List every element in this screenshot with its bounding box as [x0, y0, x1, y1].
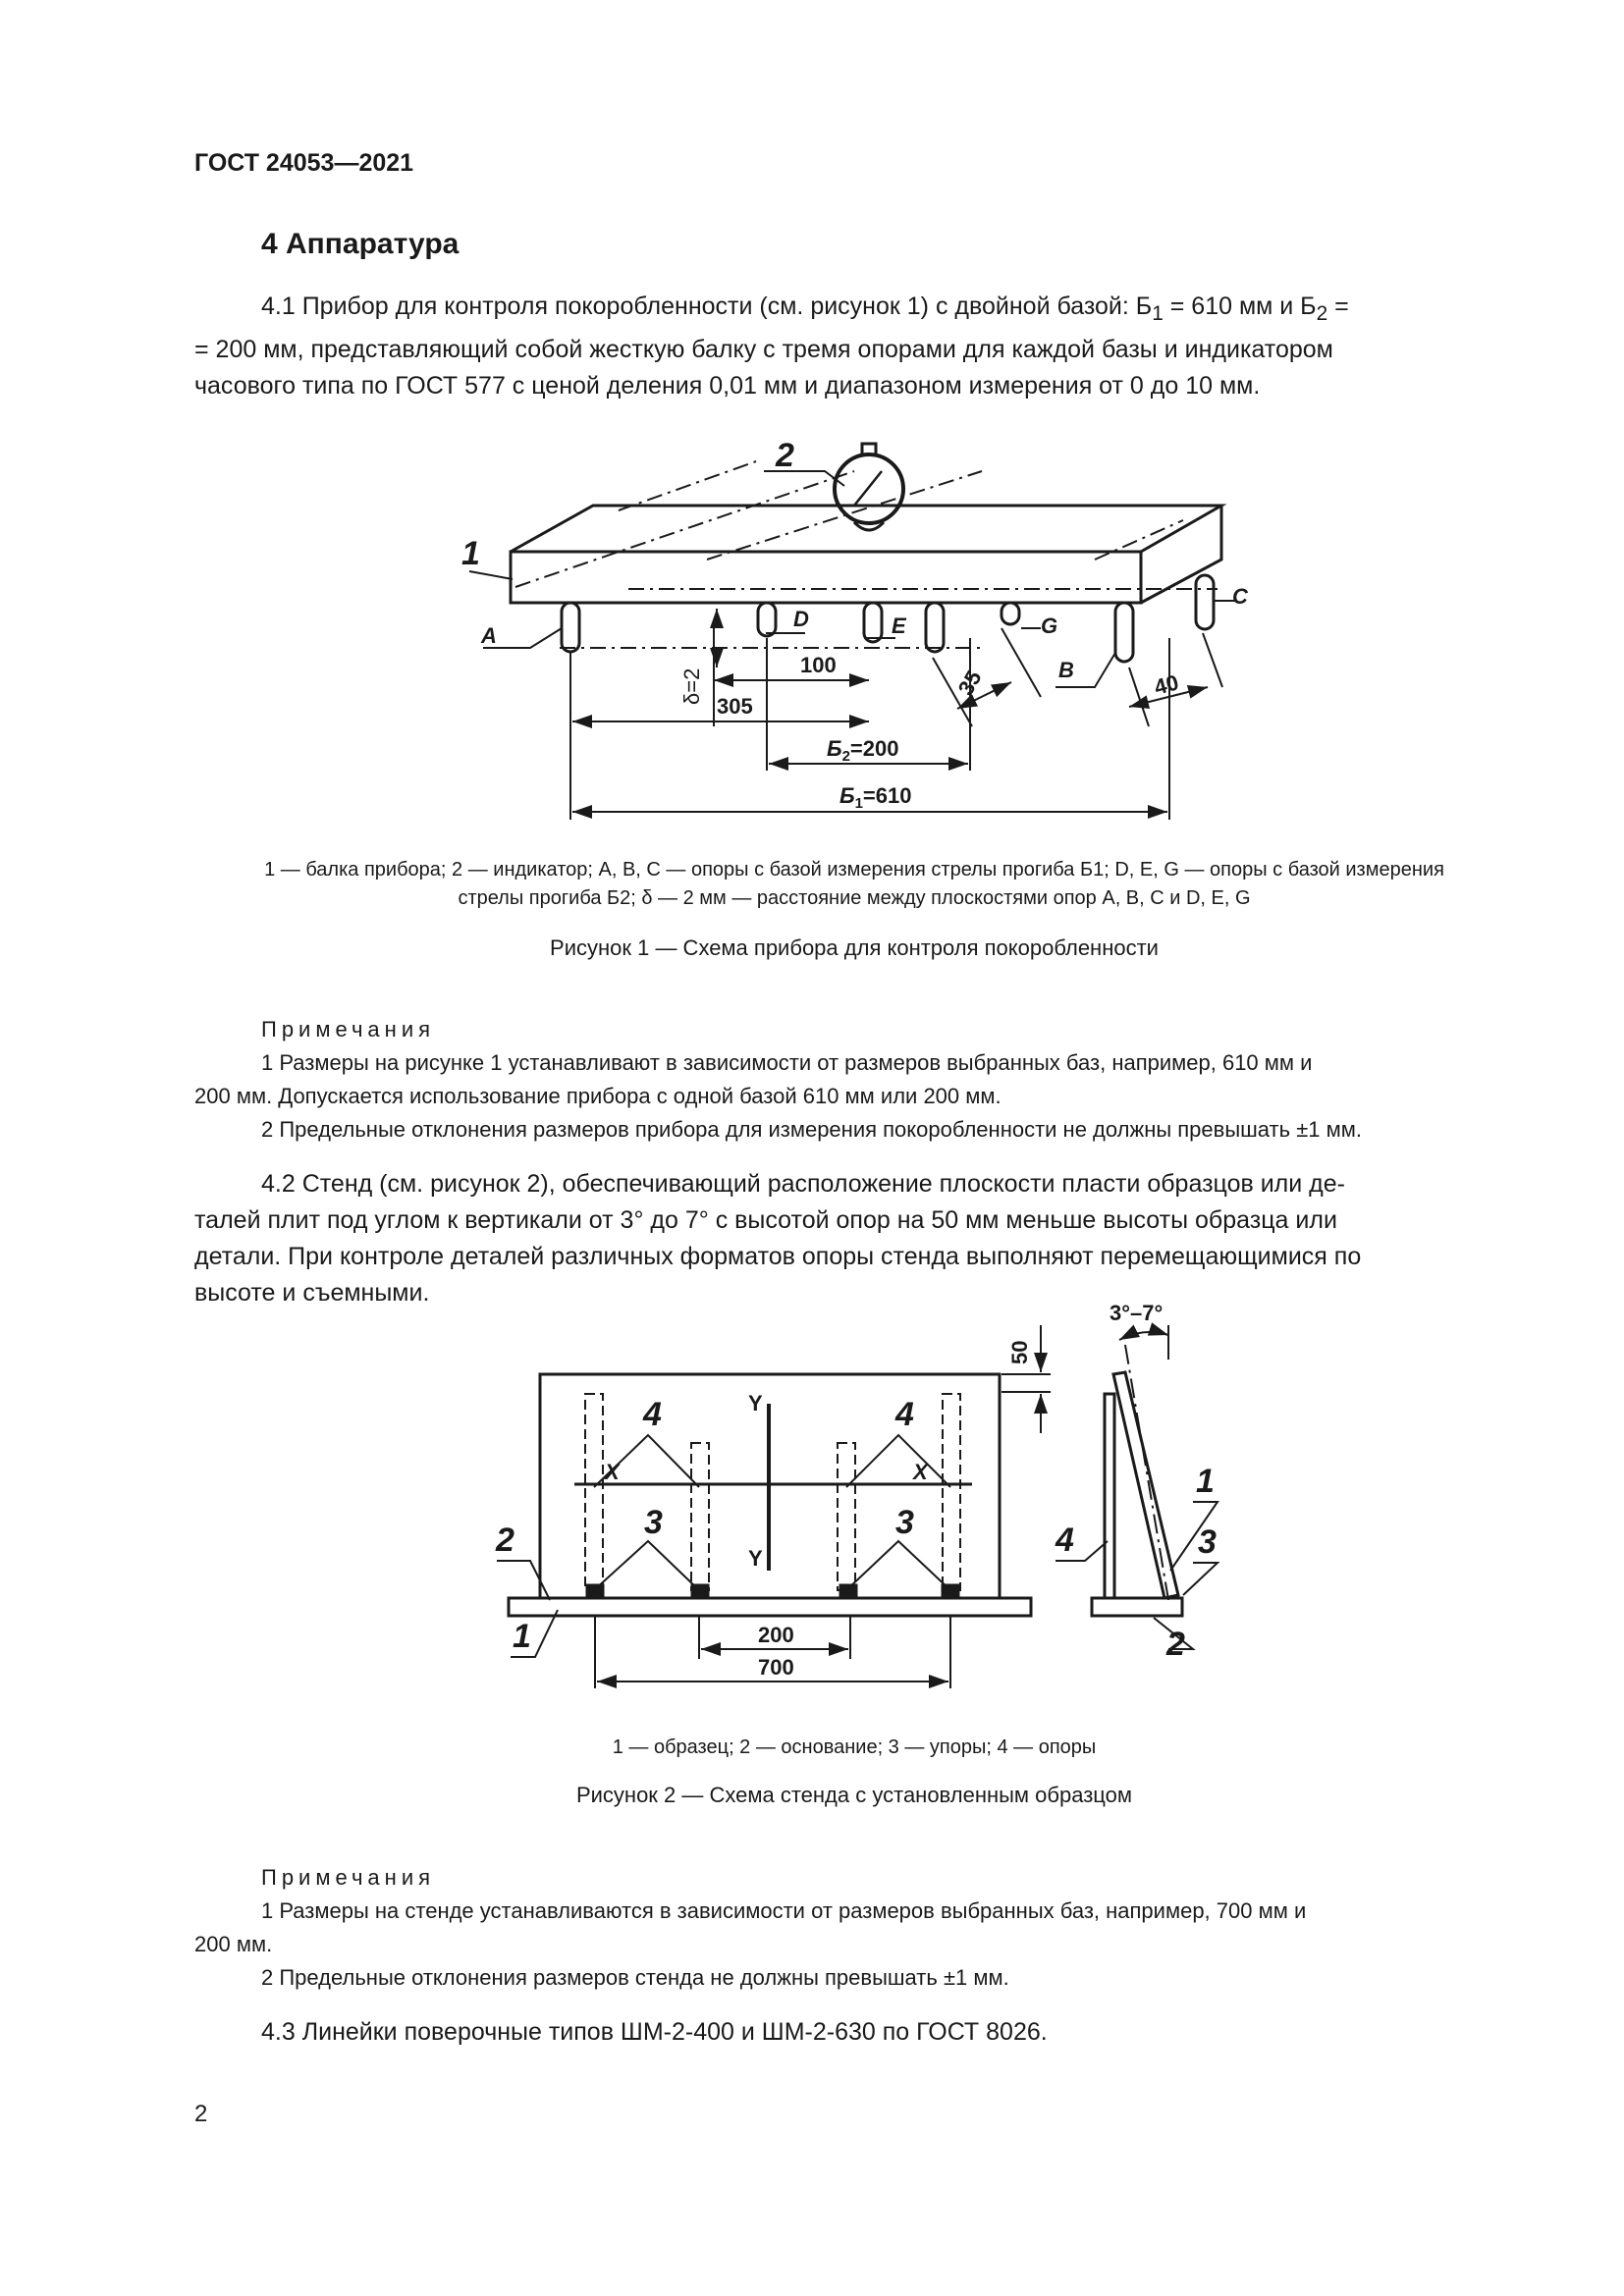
fig1-label-2: 2 [776, 437, 794, 474]
figure-1-title: Рисунок 1 — Схема прибора для контроля покоробленности [550, 935, 1159, 960]
fig1-dim-40: 40 [1151, 669, 1181, 700]
support-4 [943, 1394, 960, 1590]
figure-2-title: Рисунок 2 — Схема стенда с установленным образцом [575, 1783, 1133, 1807]
paragraph-line: часового типа по ГОСТ 577 с ценой деления 0,01 мм и диапазоном измерения от 0 до 10 мм. [194, 372, 1261, 400]
fig2-label-4: 4 [1056, 1522, 1074, 1559]
angle-arc [1119, 1332, 1168, 1340]
fig1-label-E: E [892, 614, 906, 638]
fig1-label-A: A [481, 623, 497, 648]
page-number: 2 [194, 2101, 208, 2127]
fig2-label-3: 3 [895, 1504, 914, 1541]
paragraph-line: = 200 мм, представляющий собой жесткую балку с тремя опорами для каждой базы и индикатором [194, 336, 1333, 363]
fig1-label-D: D [793, 607, 809, 631]
paragraph-line: высоте и съемными. [194, 1279, 430, 1307]
fig2-label-1: 1 [513, 1618, 531, 1655]
fig1-dim-delta: δ=2 [679, 667, 704, 705]
fig1-dim-b2: $Б_2=200$ [827, 736, 899, 765]
stop [943, 1585, 958, 1598]
notes-1-title: Примечания [261, 1017, 436, 1041]
fig1-label-C: C [1232, 584, 1248, 609]
fig1-dim-b1: $Б_1=610$ [839, 783, 912, 812]
stop [587, 1585, 603, 1598]
base-front [509, 1598, 1031, 1616]
fig2-label-1: 1 [1196, 1463, 1215, 1500]
legend-line: стрелы прогиба Б2; δ — 2 мм — расстояние между плоскостями опор A, B, C и D, E, G [458, 887, 1251, 909]
fig2-label-3: 3 [644, 1504, 663, 1541]
fig2-angle: 3°–7° [1110, 1301, 1164, 1325]
note-line: 2 Предельные отклонения размеров стенда не должны превышать ±1 мм. [261, 1965, 1009, 1990]
fig1-label-1: 1 [461, 535, 480, 572]
paragraph-line: детали. При контроле деталей различных форматов опоры стенда выполняют перемещающимися по [194, 1243, 1362, 1270]
support-4 [691, 1443, 709, 1590]
base-side [1092, 1598, 1182, 1616]
note-line: 2 Предельные отклонения размеров прибора для измерения покоробленности не должны превышать ±1 мм. [261, 1117, 1362, 1142]
legend-line: 1 — балка прибора; 2 — индикатор; A, B, C — опоры с базой измерения стрелы прогиба Б1; D, E, G — опоры с базой измерения [264, 859, 1444, 881]
fig2-dim-200: 200 [758, 1623, 794, 1647]
fig2-label-4: 4 [643, 1396, 662, 1433]
paragraph-line: 4.1 Прибор для контроля покоробленности (см. рисунок 1) с двойной базой: $Б_1 = 610$ мм и $Б_2$ = [261, 293, 1349, 325]
note-line: 200 мм. [194, 1932, 273, 1956]
notes-2-title: Примечания [261, 1865, 436, 1890]
document-header: ГОСТ 24053—2021 [194, 149, 414, 177]
paragraph-line: 4.3 Линейки поверочные типов ШМ-2-400 и ШМ-2-630 по ГОСТ 8026. [261, 2018, 1048, 2046]
support-side [1105, 1394, 1114, 1598]
note-line: 200 мм. Допускается использование прибора с одной базой 610 мм или 200 мм. [194, 1084, 1001, 1108]
fig1-dim-35: 35 [952, 666, 987, 700]
fig2-label-Y: Y [748, 1391, 763, 1415]
paragraph-line: талей плит под углом к вертикали от 3° до 7° с высотой опор на 50 мм меньше высоты образца или [194, 1206, 1337, 1234]
paragraph-4-3 [194, 2014, 1514, 2051]
fig1-dim-100: 100 [800, 653, 837, 677]
fig2-label-4: 4 [895, 1396, 914, 1433]
support-4 [585, 1394, 603, 1590]
fig2-label-X: X [913, 1460, 928, 1484]
notes-2-body [194, 1895, 1514, 1995]
section-title: 4 Аппаратура [261, 228, 460, 260]
paragraph-line: 4.2 Стенд (см. рисунок 2), обеспечивающий расположение плоскости пласти образцов или де- [261, 1170, 1345, 1198]
sample-side [1113, 1372, 1178, 1598]
note-line: 1 Размеры на стенде устанавливаются в зависимости от размеров выбранных баз, например, 700 мм и [261, 1898, 1307, 1923]
fig2-label-3: 3 [1198, 1523, 1217, 1561]
note-line: 1 Размеры на рисунке 1 устанавливают в зависимости от размеров выбранных баз, например, 610 мм и [261, 1050, 1313, 1075]
fig1-dim-305: 305 [717, 694, 753, 719]
fig2-label-2: 2 [496, 1522, 514, 1559]
fig2-dim-50: 50 [1007, 1340, 1032, 1364]
support-4 [838, 1443, 855, 1590]
fig1-label-B: B [1058, 658, 1074, 682]
fig1-label-G: G [1041, 614, 1058, 638]
fig2-label-Y: Y [748, 1546, 763, 1571]
figure-2-legend: 1 — образец; 2 — основание; 3 — упоры; 4 — опоры [612, 1736, 1097, 1758]
fig2-label-X: X [605, 1460, 620, 1484]
fig2-dim-700: 700 [758, 1655, 794, 1680]
fig2-label-2: 2 [1166, 1626, 1185, 1663]
